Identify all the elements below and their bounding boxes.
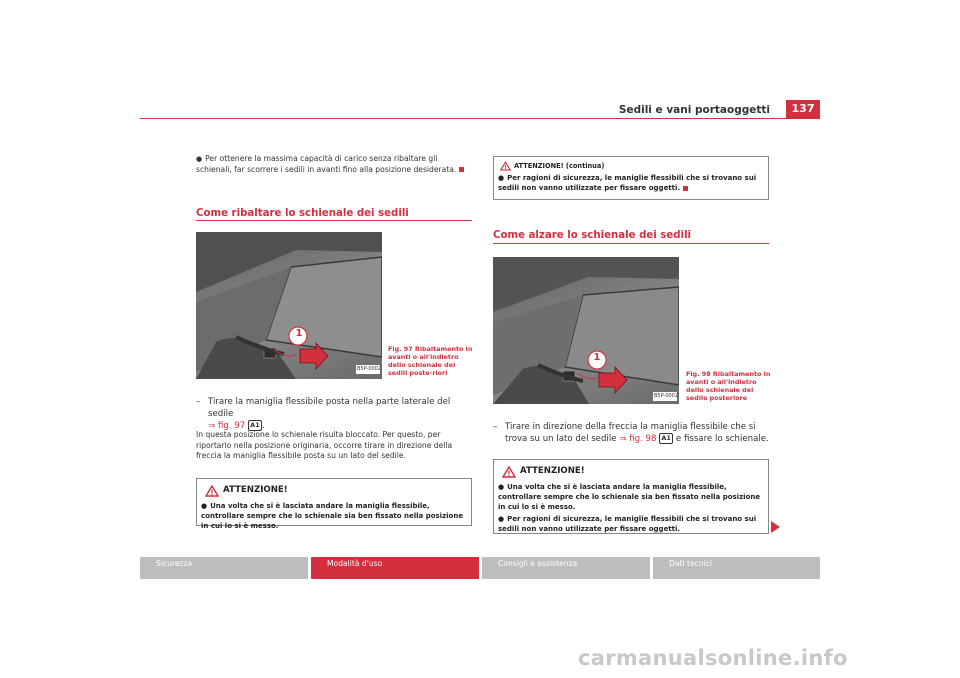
- figure-98-photo: [493, 257, 679, 404]
- bullet-icon: [498, 174, 507, 182]
- warning-continued-title: ATTENZIONE! (continua): [514, 162, 605, 170]
- badge-a1: A1: [659, 433, 673, 444]
- header-rule: [140, 118, 820, 119]
- warning-text: ● Una volta che si è lasciata andare la maniglia flessibile, controllare sempre che lo schienale sia ben fissato nella posizione in cui lo si è messo.: [201, 501, 467, 531]
- warning-triangle-icon: [500, 161, 511, 171]
- dash-marker: –: [196, 397, 201, 407]
- warning-title: ATTENZIONE!: [520, 466, 585, 476]
- seat-illustration: [196, 232, 382, 379]
- footer-tab-dati-tecnici[interactable]: Dati tecnici: [653, 557, 820, 579]
- step-raise-text: Tirare in direzione della freccia la maniglia flessibile che si trova su un lato del sedile: [505, 422, 756, 444]
- bullet-icon: [201, 502, 210, 510]
- warning-triangle-icon: [502, 466, 516, 478]
- watermark-logo: carmanualsonline.info: [578, 646, 848, 670]
- intro-text: Per ottenere la massima capacità di carico senza ribaltare gli schienali, far scorrere i sedili in avanti fino alla posizione desiderata.: [196, 154, 457, 174]
- badge-a1: A1: [248, 420, 262, 431]
- end-marker-icon: [683, 186, 688, 191]
- dash-marker: –: [493, 422, 498, 432]
- bullet-icon: [498, 515, 507, 523]
- figure-97-callout: 1: [295, 328, 303, 339]
- seat-illustration: [493, 257, 679, 404]
- figure-98-link[interactable]: ⇒ fig. 98: [619, 434, 657, 444]
- end-marker-icon: [459, 167, 464, 172]
- warning-box-raise: [493, 459, 769, 534]
- footer-tab-consigli[interactable]: Consigli e assistenza: [482, 557, 650, 579]
- warning-continued-text: ● Per ragioni di sicurezza, le maniglie flessibili che si trovano sui sedili non vanno utilizzate per fissare oggetti.: [498, 173, 764, 193]
- figure-97-link[interactable]: ⇒ fig. 97: [208, 421, 246, 431]
- footer-tab-modalita-uso[interactable]: Modalità d'uso: [311, 557, 479, 579]
- step-fold-text: Tirare la maniglia flessibile posta nella parte laterale del sedile: [208, 397, 451, 419]
- warning-box-fold: [196, 478, 472, 530]
- page-number: 137: [786, 100, 820, 118]
- warning-text-1: ● Una volta che si è lasciata andare la maniglia flessibile, controllare sempre che lo schienale sia ben fissato nella posizione in cui lo si è messo.: [498, 482, 764, 512]
- next-page-arrow-icon[interactable]: [771, 521, 780, 533]
- page-header-title: Sedili e vani portaoggetti: [618, 104, 770, 116]
- figure-97-caption: Fig. 97 Ribaltamento in avanti o all'indietro dello schienale dei sedili poste-riori: [388, 345, 473, 377]
- step-raise: [493, 421, 769, 445]
- bullet-icon: [498, 483, 507, 491]
- figure-98-caption: Fig. 98 Ribaltamento in avanti o all'indietro dello schienale del sedile posteriore: [686, 370, 771, 402]
- section-rule: [493, 243, 769, 244]
- intro-paragraph: [196, 154, 472, 175]
- figure-98-callout: 1: [593, 352, 601, 363]
- warning-box-continued: [493, 156, 769, 200]
- warning-text-2: ● Per ragioni di sicurezza, le maniglie flessibili che si trovano sui sedili non vanno utilizzate per fissare oggetti.: [498, 514, 764, 534]
- warning-triangle-icon: [205, 485, 219, 497]
- bullet-icon: [196, 154, 205, 163]
- figure-97-code: B5P-0002: [357, 366, 382, 372]
- figure-98-code: B5P-0002: [654, 393, 679, 399]
- section-title-fold: Come ribaltare lo schienale dei sedili: [196, 208, 409, 219]
- step-fold: – Tirare la maniglia flessibile posta nella parte laterale del sedile ⇒ fig. 97 A1 .: [196, 397, 451, 431]
- section-rule: [196, 220, 472, 221]
- fold-paragraph: In questa posizione lo schienale risulta bloccato. Per questo, per riportarlo nella posizione originaria, occorre tirare in direzione della freccia la maniglia flessibile posta su un lato del sedile.: [196, 430, 453, 460]
- figure-97-photo: [196, 232, 382, 379]
- section-title-raise: Come alzare lo schienale dei sedili: [493, 230, 692, 241]
- step-raise-tail: e fissare lo schienale.: [675, 434, 769, 444]
- warning-title: ATTENZIONE!: [223, 485, 288, 495]
- footer-tab-sicurezza[interactable]: Sicurezza: [140, 557, 308, 579]
